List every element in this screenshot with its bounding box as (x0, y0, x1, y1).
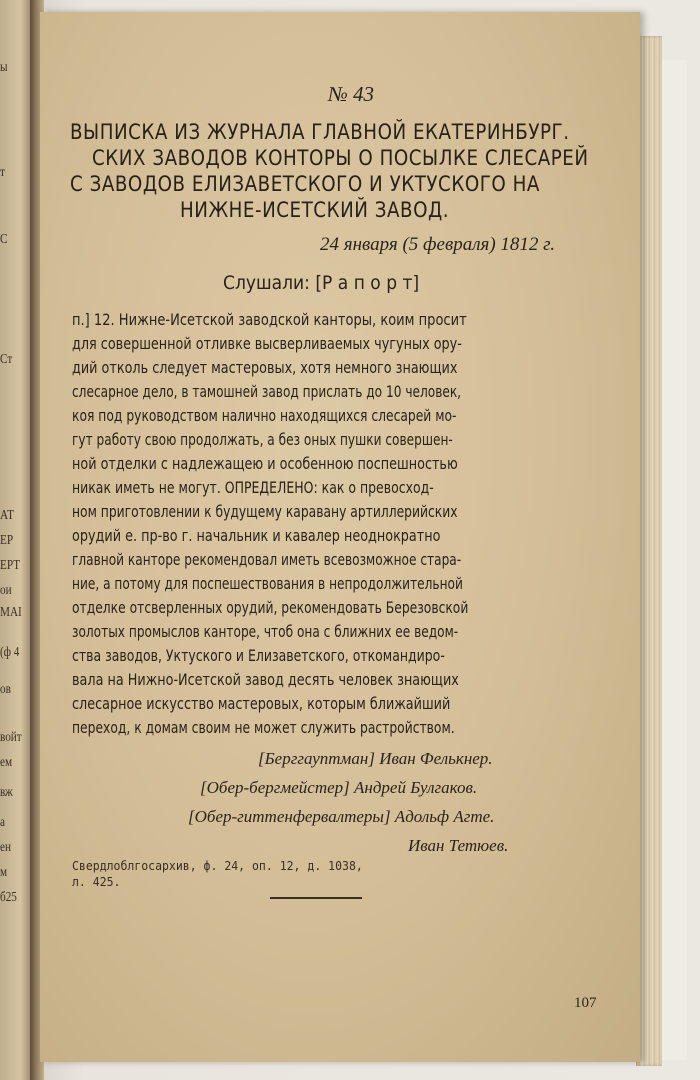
left-page-fragment: ен (0, 840, 11, 855)
body-line: п.] 12. Нижне-Исетской заводской канторы, коим просит (72, 310, 467, 329)
body-line: дий отколь следует мастеровых, хотя немного знающих (72, 358, 458, 377)
body-line: ном приготовлении к будущему каравану артиллерийских (72, 502, 458, 521)
body-line: слесарное искусство мастеровых, которым ближайший (72, 694, 451, 713)
left-page-fragment: войт (0, 730, 22, 745)
document-number: № 43 (328, 82, 375, 106)
archive-source-line: л. 425. (72, 874, 121, 889)
left-page-fragment: Ст (0, 352, 13, 367)
document-title-line: СКИХ ЗАВОДОВ КОНТОРЫ О ПОСЫЛКЕ СЛЕСАРЕЙ (92, 146, 589, 170)
left-page-fragment: м (0, 865, 8, 880)
signature-line: [Берггауптман] Иван Фелькнер. (258, 749, 493, 768)
body-line: вала на Нижно-Исетской завод десять человек знающих (72, 670, 459, 689)
left-page-fragment: ЕРТ (0, 558, 21, 573)
left-page-fragment: вж (0, 785, 13, 800)
document-date: 24 января (5 февраля) 1812 г. (320, 234, 556, 255)
left-page-fragment: ов (0, 682, 11, 697)
body-line: ной отделки с надлежащею и особенною поспешностью (72, 454, 458, 473)
page-number: 107 (574, 995, 597, 1011)
left-page-fragment: (ф 4 (0, 645, 20, 660)
signature-line: Иван Тетюев. (408, 836, 509, 855)
left-page-fragment: ои (0, 583, 12, 598)
book-back-pages (660, 60, 687, 1060)
left-page-fragment: б25 (0, 890, 17, 905)
left-page-fragment: АТ (0, 508, 14, 523)
left-page-fragment: а (0, 815, 5, 830)
archive-source-line: Свердлоблгосархив, ф. 24, оп. 12, д. 1038, (72, 858, 363, 873)
body-line: главной канторе рекомендовал иметь всевозможное стара- (72, 550, 462, 569)
body-line: орудий е. пр-во г. начальник и кавалер неоднократно (72, 526, 441, 545)
footnote-divider (270, 897, 362, 899)
body-line: отделке отсверленных орудий, рекомендовать Березовской (72, 598, 469, 617)
document-page (40, 12, 640, 1062)
document-title-line: НИЖНЕ-ИСЕТСКИЙ ЗАВОД. (180, 198, 450, 222)
left-page-fragment: ем (0, 755, 13, 770)
body-line: слесарное дело, в тамошней завод прислать до 10 человек, (72, 382, 462, 401)
body-line: ства заводов, Уктуского и Елизаветского, откомандиро- (72, 646, 445, 665)
left-page-fragment: т (0, 165, 5, 180)
body-line: гут работу свою продолжать, а без оных пушки совершен- (72, 430, 453, 449)
body-line: коя под руководством налично находящихся слесарей мо- (72, 406, 457, 425)
signature-line: [Обер-гиттенфервалтеры] Адольф Агте. (188, 807, 495, 826)
left-page-fragment: C (0, 232, 8, 247)
body-line: для совершенной отливке высверливаемых чугуных ору- (72, 334, 462, 353)
body-line: никак иметь не могут. ОПРЕДЕЛЕНО: как о превосход- (72, 478, 434, 497)
body-line: переход, к домам своим не может служить растройством. (72, 718, 455, 737)
left-page-fragment: ЕР (0, 533, 14, 548)
heard-heading: Слушали: [Р а п о р т] (223, 272, 420, 294)
left-page-fragment: ы (0, 60, 8, 75)
document-title-line: С ЗАВОДОВ ЕЛИЗАВЕТСКОГО И УКТУСКОГО НА (70, 172, 540, 196)
left-page-fragment: МАІ (0, 605, 22, 620)
body-line: золотых промыслов канторе, чтоб она с ближних ее ведом- (72, 622, 459, 641)
signature-line: [Обер-бергмейстер] Андрей Булгаков. (200, 778, 478, 797)
body-line: ние, а потому для поспешествования в непродолжительной (72, 574, 463, 593)
left-page-edge (0, 0, 34, 1080)
document-title-line: ВЫПИСКА ИЗ ЖУРНАЛА ГЛАВНОЙ ЕКАТЕРИНБУРГ. (70, 120, 570, 144)
